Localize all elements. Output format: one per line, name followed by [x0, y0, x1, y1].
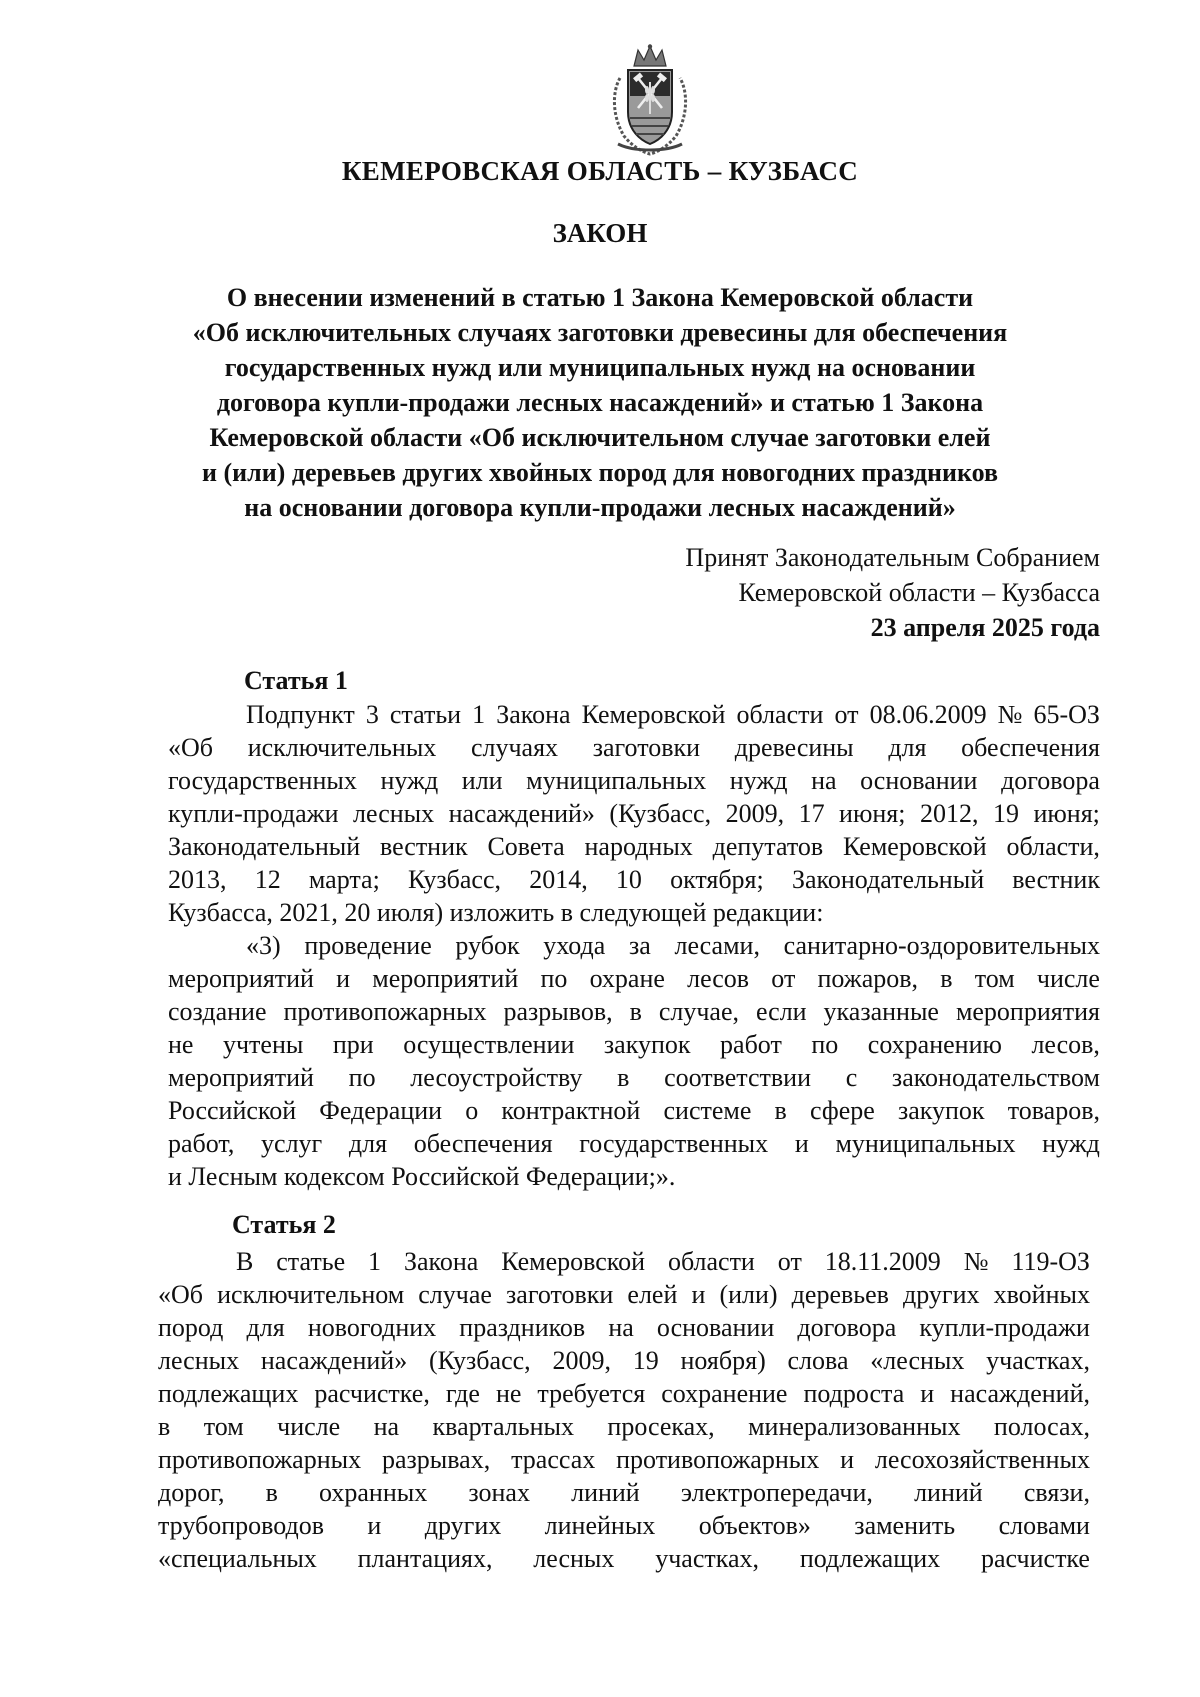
word: лесов — [687, 964, 750, 993]
title-line: государственных нужд или муниципальных нужд на основании — [224, 353, 976, 382]
word: № — [963, 1247, 989, 1276]
word: 2014, — [529, 865, 588, 894]
word: мероприятий — [168, 1063, 314, 1092]
word: законодательством — [891, 1063, 1100, 1092]
word: Законодательный — [168, 832, 361, 861]
word: договора — [797, 1313, 897, 1342]
body-line — [168, 863, 1100, 896]
word: в — [940, 964, 953, 993]
word: от — [777, 1247, 802, 1276]
word: 19 — [992, 799, 1019, 828]
word: и — [840, 1445, 855, 1474]
word: по — [540, 964, 568, 993]
coat-of-arms-emblem — [608, 44, 692, 156]
word: статьи — [389, 700, 462, 729]
body-line — [168, 896, 1100, 929]
word: за — [629, 931, 651, 960]
word: расчистке, — [314, 1379, 430, 1408]
title-line: О внесении изменений в статью 1 Закона Кемеровской области — [226, 283, 974, 312]
word: случае, — [658, 997, 740, 1026]
word: заготовки — [592, 733, 701, 762]
word: разрывов, — [503, 997, 613, 1026]
word: вестник — [379, 832, 468, 861]
adoption-date: 23 апреля 2025 года — [870, 613, 1100, 642]
word: для — [246, 1313, 285, 1342]
word: в — [265, 1478, 278, 1507]
body-line — [158, 1509, 1090, 1542]
word: рубок — [455, 931, 520, 960]
word: Кемеровской — [842, 832, 987, 861]
word: 17 — [798, 799, 825, 828]
word: насаждений» — [260, 1346, 408, 1375]
word: деревьев — [791, 1280, 889, 1309]
word: хвойных — [993, 1280, 1090, 1309]
body-line — [168, 731, 1100, 764]
word: и — [367, 1511, 382, 1540]
word: Российской — [168, 1096, 297, 1125]
word: основании — [656, 1313, 775, 1342]
word: закупок — [897, 1096, 985, 1125]
word: Подпункт — [246, 700, 355, 729]
word: 12 — [254, 865, 281, 894]
word: и Лесным кодексом Российской Федерации;». — [168, 1162, 676, 1191]
word: полосах, — [993, 1412, 1090, 1441]
word: линий — [571, 1478, 640, 1507]
word: насаждений, — [950, 1379, 1090, 1408]
word: пород — [158, 1313, 224, 1342]
word: ноября) — [680, 1346, 766, 1375]
word: трассах — [511, 1445, 596, 1474]
word: санитарно-оздоровительных — [783, 931, 1100, 960]
word: государственных — [579, 1129, 769, 1158]
word: линий — [914, 1478, 983, 1507]
word: статье — [276, 1247, 346, 1276]
word: пожаров, — [817, 964, 919, 993]
word: контрактной — [501, 1096, 641, 1125]
word: сохранению — [867, 1030, 1002, 1059]
title-line: и (или) деревьев других хвойных пород для новогодних праздников — [201, 458, 999, 487]
article-1-body — [168, 698, 1100, 1193]
body-line — [168, 1061, 1100, 1094]
word: других — [424, 1511, 502, 1540]
word: не — [168, 1030, 194, 1059]
word: октября; — [670, 865, 764, 894]
word: муниципальных — [526, 766, 707, 795]
word: договора — [1001, 766, 1100, 795]
word: закупок — [603, 1030, 691, 1059]
word: праздников — [459, 1313, 586, 1342]
word: минерализованных — [748, 1412, 961, 1441]
word: 65-ОЗ — [1033, 700, 1100, 729]
word: в — [158, 1412, 171, 1441]
body-line — [158, 1377, 1090, 1410]
word: трубопроводов — [158, 1511, 324, 1540]
body-line — [158, 1443, 1090, 1476]
word: создание — [168, 997, 267, 1026]
word: проведение — [304, 931, 432, 960]
word: елей — [627, 1280, 678, 1309]
word: объектов» — [698, 1511, 811, 1540]
word: лесов, — [1031, 1030, 1100, 1059]
word: мероприятия — [955, 997, 1100, 1026]
word: лесных — [353, 799, 435, 828]
word: противопожарных — [616, 1445, 820, 1474]
word: государственных — [168, 766, 357, 795]
word: по — [811, 1030, 839, 1059]
word: депутатов — [712, 832, 824, 861]
word: лесами, — [674, 931, 760, 960]
adopted-by-line1: Принят Законодательным Собранием — [685, 543, 1100, 572]
word: от — [771, 964, 796, 993]
word: если — [755, 997, 807, 1026]
word: Кемеровской — [501, 1247, 646, 1276]
body-line — [168, 830, 1100, 863]
word: подроста — [803, 1379, 905, 1408]
word: муниципальных — [835, 1129, 1016, 1158]
word: осуществлении — [403, 1030, 575, 1059]
word: ухода — [543, 931, 606, 960]
word: Законодательный — [791, 865, 985, 894]
article-1-heading: Статья 1 — [244, 666, 348, 695]
word: нужд — [380, 766, 439, 795]
word: где — [445, 1379, 480, 1408]
word: для — [888, 733, 927, 762]
word: мероприятий — [372, 964, 519, 993]
word: Кемеровской — [581, 700, 726, 729]
word: участках, — [986, 1346, 1090, 1375]
word: 1 — [368, 1247, 382, 1276]
word: случае — [418, 1280, 492, 1309]
word: по — [348, 1063, 376, 1092]
word: учтены — [222, 1030, 304, 1059]
body-line — [168, 1094, 1100, 1127]
word: 2013, — [168, 865, 227, 894]
word: в — [629, 997, 642, 1026]
word: при — [332, 1030, 374, 1059]
word: области — [667, 1247, 755, 1276]
word: противопожарных — [158, 1445, 362, 1474]
word: и — [794, 1129, 809, 1158]
word: линейных — [544, 1511, 656, 1540]
title-line: договора купли-продажи лесных насаждений» и статью 1 Закона — [216, 388, 984, 417]
body-line — [168, 1127, 1100, 1160]
word: требуется — [537, 1379, 646, 1408]
word: услуг — [261, 1129, 323, 1158]
word: зонах — [468, 1478, 530, 1507]
word: Кузбасса, 2021, 20 июля) изложить в следующей редакции: — [168, 898, 824, 927]
word: подлежащих — [158, 1379, 299, 1408]
word: (Кузбасс, — [609, 799, 712, 828]
word: и — [691, 1280, 706, 1309]
word: 08.06.2009 — [869, 700, 987, 729]
title-line: Кемеровской области «Об исключительном случае заготовки елей — [209, 423, 991, 452]
word: 1 — [472, 700, 486, 729]
word: Федерации — [319, 1096, 443, 1125]
word: (или) — [719, 1280, 778, 1309]
body-line — [168, 962, 1100, 995]
word: сфере — [809, 1096, 875, 1125]
word: нужд — [729, 766, 788, 795]
word: июня; — [1033, 799, 1100, 828]
word: лесных — [533, 1544, 615, 1573]
word: участках, — [655, 1544, 759, 1573]
word: вестник — [1012, 865, 1100, 894]
word: или — [461, 766, 503, 795]
word: охранных — [319, 1478, 428, 1507]
document-type: ЗАКОН — [552, 218, 648, 248]
word: купли-продажи — [919, 1313, 1090, 1342]
word: в — [617, 1063, 630, 1092]
word: № — [997, 700, 1023, 729]
word: для — [348, 1129, 388, 1158]
word: случаях — [470, 733, 559, 762]
word: сохранение — [661, 1379, 788, 1408]
word: новогодних — [307, 1313, 437, 1342]
word: Кузбасс, — [407, 865, 501, 894]
word: заготовки — [506, 1280, 614, 1309]
word: В — [236, 1247, 254, 1276]
word: просеках, — [607, 1412, 715, 1441]
word: том — [203, 1412, 244, 1441]
word: работ — [720, 1030, 782, 1059]
word: и — [336, 964, 351, 993]
word: Совета — [487, 832, 565, 861]
body-line — [158, 1542, 1090, 1575]
word: 2009, — [725, 799, 785, 828]
body-line — [158, 1278, 1090, 1311]
word: исключительных — [247, 733, 437, 762]
word: 2012, — [919, 799, 979, 828]
word: системе — [663, 1096, 752, 1125]
word: других — [903, 1280, 980, 1309]
word: «Об — [168, 733, 214, 762]
word: «3) — [246, 931, 281, 960]
body-line — [158, 1311, 1090, 1344]
word: товаров, — [1007, 1096, 1100, 1125]
region-name: КЕМЕРОВСКАЯ ОБЛАСТЬ – КУЗБАСС — [341, 156, 859, 186]
word: обеспечения — [413, 1129, 553, 1158]
word: числе — [277, 1412, 341, 1441]
word: охране — [589, 964, 665, 993]
word: о — [465, 1096, 479, 1125]
word: противопожарных — [283, 997, 487, 1026]
word: «специальных — [158, 1544, 317, 1573]
word: лесных — [158, 1346, 240, 1375]
word: 18.11.2009 — [824, 1247, 941, 1276]
title-line: «Об исключительных случаях заготовки древесины для обеспечения — [192, 318, 1008, 347]
word: в — [774, 1096, 787, 1125]
word: на — [608, 1313, 634, 1342]
word: и — [920, 1379, 935, 1408]
word: работ, — [168, 1129, 235, 1158]
word: Закона — [403, 1247, 479, 1276]
word: Закона — [496, 700, 571, 729]
word: народных — [584, 832, 693, 861]
body-line — [168, 995, 1100, 1028]
paragraph-indent — [168, 929, 246, 962]
word: на — [373, 1412, 400, 1441]
word: древесины — [734, 733, 854, 762]
word: (Кузбасс, — [428, 1346, 531, 1375]
word: 119-ОЗ — [1011, 1247, 1090, 1276]
body-line — [158, 1476, 1090, 1509]
word: «Об — [158, 1280, 204, 1309]
word: не — [495, 1379, 522, 1408]
word: основании — [860, 766, 978, 795]
paragraph-indent — [158, 1245, 236, 1278]
paragraph-indent — [168, 698, 246, 731]
body-line — [168, 1028, 1100, 1061]
word: расчистке — [980, 1544, 1090, 1573]
body-line — [168, 1160, 1100, 1193]
word: том — [974, 964, 1015, 993]
body-line — [168, 764, 1100, 797]
body-line — [168, 698, 1100, 731]
word: числе — [1036, 964, 1100, 993]
title-line: на основании договора купли-продажи лесных насаждений» — [244, 493, 956, 522]
adopted-by-line2: Кемеровской области – Кузбасса — [738, 578, 1100, 607]
word: квартальных — [432, 1412, 574, 1441]
adoption-info — [685, 540, 1100, 645]
law-title — [190, 280, 1010, 525]
word: области — [736, 700, 824, 729]
word: мероприятий — [168, 964, 314, 993]
body-line — [168, 929, 1100, 962]
word: 19 — [632, 1346, 659, 1375]
word: плантациях, — [357, 1544, 493, 1573]
article-2-body — [158, 1245, 1090, 1575]
word: соответствии — [664, 1063, 811, 1092]
word: июня; — [839, 799, 906, 828]
word: «лесных — [870, 1346, 965, 1375]
word: указанные — [823, 997, 939, 1026]
word: купли-продажи — [168, 799, 339, 828]
body-line — [158, 1245, 1090, 1278]
word: лесохозяйственных — [874, 1445, 1090, 1474]
word: связи, — [1023, 1478, 1090, 1507]
body-line — [158, 1410, 1090, 1443]
word: слова — [787, 1346, 849, 1375]
article-2-heading: Статья 2 — [232, 1210, 336, 1239]
body-line — [168, 797, 1100, 830]
word: насаждений» — [448, 799, 595, 828]
word: от — [834, 700, 859, 729]
body-line — [158, 1344, 1090, 1377]
word: нужд — [1042, 1129, 1100, 1158]
word: на — [811, 766, 837, 795]
word: словами — [998, 1511, 1090, 1540]
word: подлежащих — [799, 1544, 941, 1573]
word: с — [845, 1063, 858, 1092]
word: электропередачи, — [680, 1478, 873, 1507]
word: исключительном — [217, 1280, 405, 1309]
word: дорог, — [158, 1478, 225, 1507]
word: 2009, — [552, 1346, 611, 1375]
word: обеспечения — [961, 733, 1100, 762]
word: 10 — [615, 865, 642, 894]
word: заменить — [854, 1511, 956, 1540]
word: разрывах, — [381, 1445, 491, 1474]
word: марта; — [308, 865, 380, 894]
word: 3 — [365, 700, 379, 729]
word: лесоустройству — [410, 1063, 583, 1092]
word: области, — [1006, 832, 1100, 861]
